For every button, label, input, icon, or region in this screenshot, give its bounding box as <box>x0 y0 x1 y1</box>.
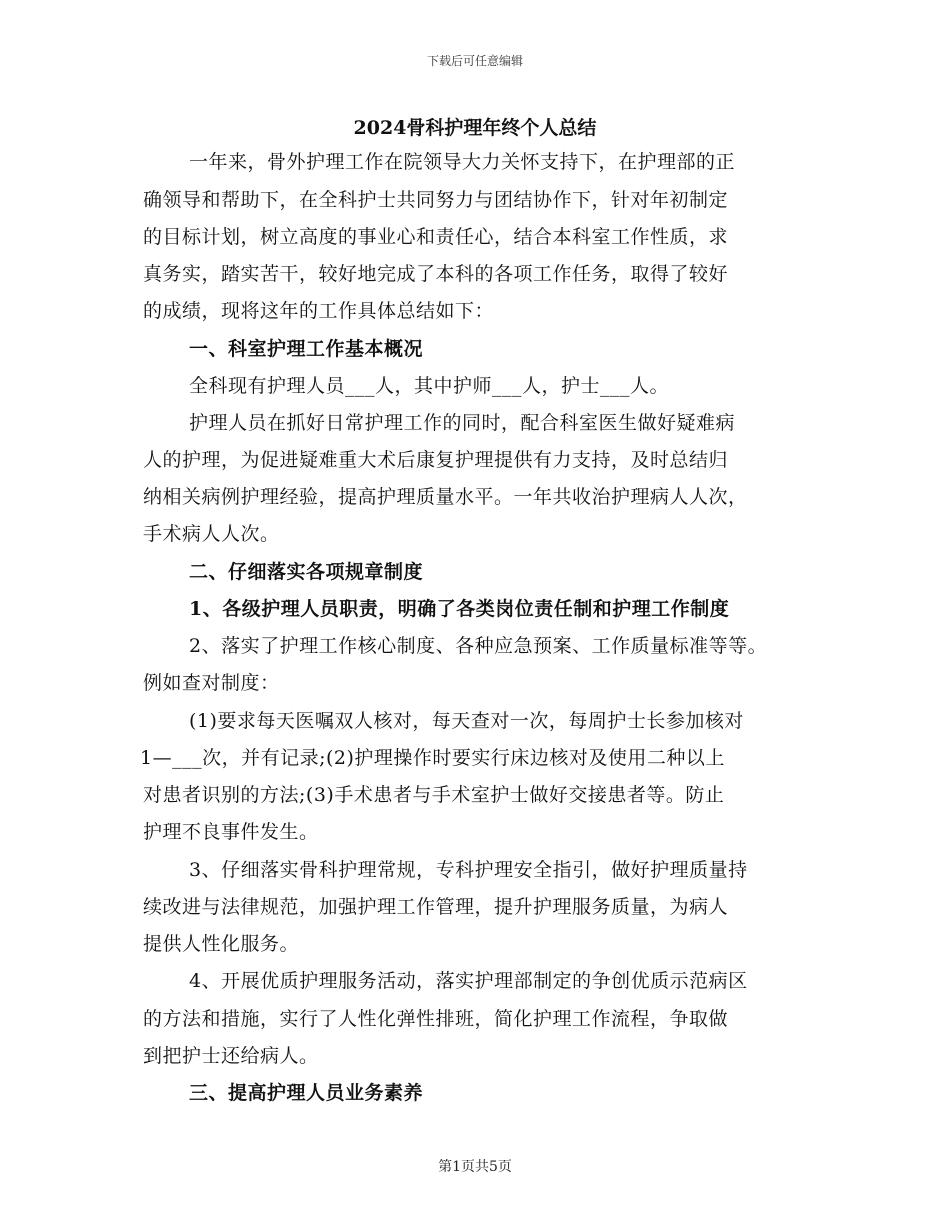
subsection-heading: 1、各级护理人员职责，明确了各类岗位责任制和护理工作制度 <box>189 598 730 620</box>
paragraph-line: 一年来，骨外护理工作在院领导大力关怀支持下，在护理部的正 <box>189 151 736 173</box>
paragraph-line: 的成绩，现将这年的工作具体总结如下： <box>143 300 495 322</box>
paragraph-line: 护理人员在抓好日常护理工作的同时，配合科室医生做好疑难病 <box>189 412 736 434</box>
paragraph-line: 护理不良事件发生。 <box>143 821 319 843</box>
paragraph-line: 确领导和帮助下，在全科护士共同努力与团结协作下，针对年初制定 <box>143 189 729 211</box>
section-heading: 二、仔细落实各项规章制度 <box>189 561 424 583</box>
paragraph-line: 4、开展优质护理服务活动，落实护理部制定的争创优质示范病区 <box>189 970 748 992</box>
paragraph-line: 真务实，踏实苦干，较好地完成了本科的各项工作任务，取得了较好 <box>143 263 729 285</box>
paragraph-line: 2、落实了护理工作核心制度、各种应急预案、工作质量标准等等。 <box>189 635 768 657</box>
paragraph-line: 的目标计划，树立高度的事业心和责任心，结合本科室工作性质，求 <box>143 226 729 248</box>
section-heading: 三、提高护理人员业务素养 <box>189 1082 424 1104</box>
paragraph-line: 的方法和措施，实行了人性化弹性排班，简化护理工作流程，争取做 <box>143 1008 729 1030</box>
paragraph-line: 手术病人人次。 <box>143 523 280 545</box>
paragraph-line: 3、仔细落实骨科护理常规，专科护理安全指引，做好护理质量持 <box>189 859 748 881</box>
paragraph-line: 对患者识别的方法;(3)手术患者与手术室护士做好交接患者等。防止 <box>143 784 725 806</box>
paragraph-line: 续改进与法律规范，加强护理工作管理，提升护理服务质量，为病人 <box>143 896 729 918</box>
paragraph-line: 例如查对制度： <box>143 672 280 694</box>
paragraph-line: 纳相关病例护理经验，提高护理质量水平。一年共收治护理病人人次， <box>143 486 748 508</box>
paragraph-line: 提供人性化服务。 <box>143 933 300 955</box>
page-footer: 第1页共5页 <box>438 1159 512 1175</box>
paragraph-line: 到把护士还给病人。 <box>143 1045 319 1067</box>
document-title: 2024骨科护理年终个人总结 <box>353 117 597 139</box>
paragraph-line: 1—___次，并有记录;(2)护理操作时要实行床边核对及使用二种以上 <box>140 747 725 769</box>
paragraph-line: 全科现有护理人员___人，其中护师___人，护士___人。 <box>189 375 670 397</box>
paragraph-line: 人的护理，为促进疑难重大术后康复护理提供有力支持，及时总结归 <box>143 449 729 471</box>
paragraph-line: (1)要求每天医嘱双人核对，每天查对一次，每周护士长参加核对 <box>189 710 744 732</box>
page-header: 下载后可任意编辑 <box>426 54 523 68</box>
section-heading: 一、科室护理工作基本概况 <box>189 338 424 360</box>
